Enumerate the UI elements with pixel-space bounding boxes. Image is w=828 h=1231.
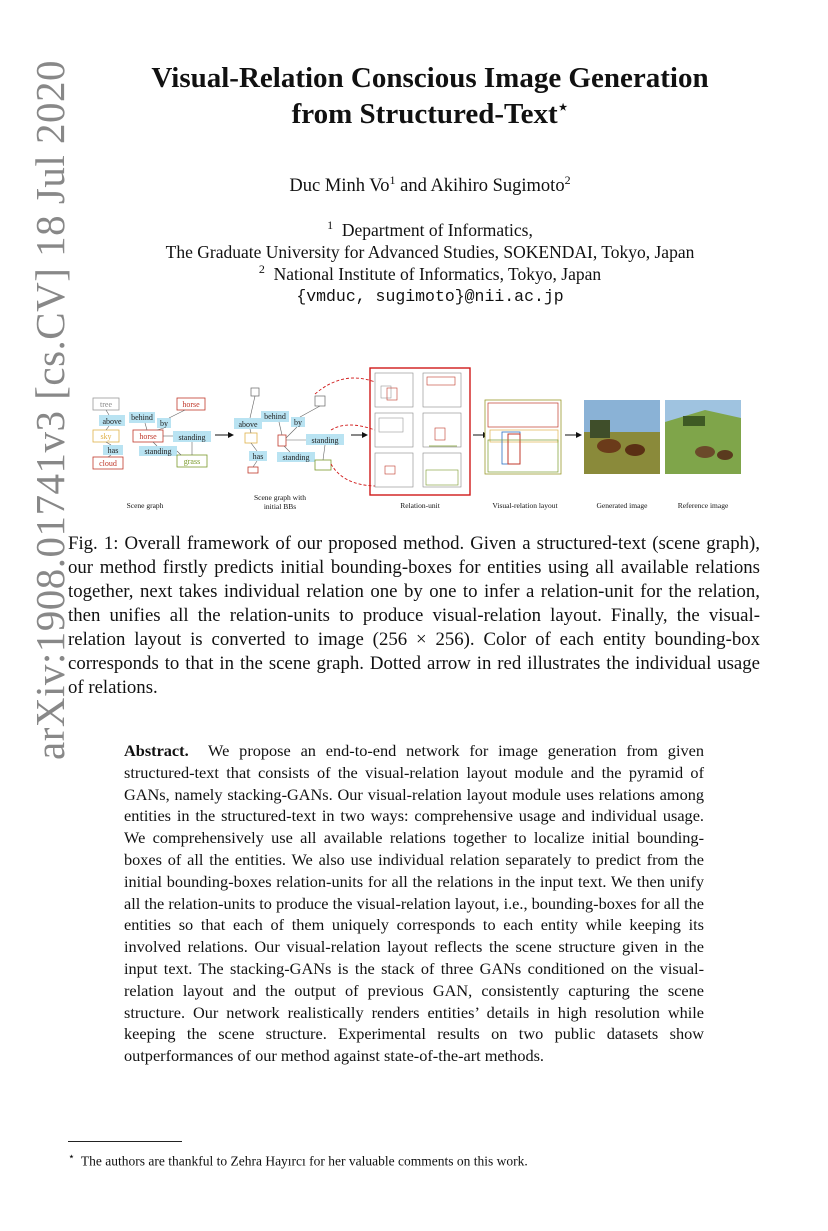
figure-1 <box>85 360 745 520</box>
rel-above-label: above <box>102 417 122 426</box>
layout-frame <box>485 400 561 474</box>
generated-image-tree <box>590 420 610 438</box>
footnote-rule <box>68 1141 182 1142</box>
generated-image <box>584 400 660 510</box>
arxiv-side-identifier: arXiv:1908.01741v3 [cs.CV] 18 Jul 2020 <box>27 59 73 761</box>
title-line-1: Visual-Relation Conscious Image Generation <box>151 62 709 94</box>
reference-image <box>665 400 741 510</box>
rel-by-label: by <box>160 419 168 428</box>
affiliation-mark: 1 <box>327 218 334 233</box>
init-rel-above-label: above <box>238 420 258 429</box>
relation-unit-panel <box>370 368 470 510</box>
bb-tree-icon <box>251 388 259 396</box>
label-scene-graph-bbs-1: Scene graph with <box>253 493 307 502</box>
paper-title <box>60 60 800 132</box>
caption-text: Overall framework of our proposed method. Given a structured-text (scene graph), our method firstly predicts initial bounding-boxes for entities using all available relations together, next takes individual relation one by one to infer a relation-unit for the relation, then unifies all the relation-units to produce visual-relation layout. Finally, the visual-relation layout is converted to image (256 × 256). Color of each entity bounding-box corresponds to that in the scene graph. Dotted arrow in red illustrates the individual usage of relations. <box>68 533 760 698</box>
bb-horse-top-icon <box>315 396 325 406</box>
scene-graph-panel <box>93 398 211 510</box>
reference-image-horse <box>717 450 733 460</box>
title-footnote-mark: ⋆ <box>557 97 569 117</box>
affiliation-2 <box>60 264 800 285</box>
generated-image-horse <box>597 439 621 453</box>
initial-bbs-panel <box>234 388 344 511</box>
arrow-4 <box>565 432 582 438</box>
bb-grass-icon <box>315 460 331 470</box>
node-grass-label: grass <box>183 457 201 466</box>
init-rel-standing-2-label: standing <box>282 453 310 462</box>
label-scene-graph-bbs-2: initial BBs <box>263 502 297 511</box>
label-reference-image: Reference image <box>677 501 729 510</box>
init-rel-by-label: by <box>294 418 302 427</box>
label-visual-relation-layout: Visual-relation layout <box>492 501 558 510</box>
label-generated-image: Generated image <box>596 501 648 510</box>
rel-behind-label: behind <box>131 413 153 422</box>
footnote-mark: ⋆ <box>68 1151 75 1163</box>
visual-relation-layout-panel <box>485 400 561 510</box>
author-connector: and <box>395 176 431 196</box>
bb-horse-icon <box>278 435 286 446</box>
init-rel-has-label: has <box>252 452 264 461</box>
relation-unit-cell <box>423 413 461 447</box>
rel-has-label: has <box>107 446 119 455</box>
bb-sky-icon <box>245 433 257 443</box>
author-email[interactable]: {vmduc, sugimoto}@nii.ac.jp <box>296 287 564 306</box>
affiliation-mark: 2 <box>258 262 265 277</box>
reference-image-trees <box>683 416 705 426</box>
caption-label: Fig. 1: <box>68 533 119 554</box>
author-affiliation-mark: 2 <box>564 172 571 187</box>
affiliation-text: National Institute of Informatics, Tokyo, Japan <box>273 264 602 284</box>
figure-caption <box>68 532 760 700</box>
arrow-1 <box>215 432 234 438</box>
generated-image-horse <box>625 444 645 456</box>
title-line-2 <box>60 96 800 132</box>
label-relation-unit: Relation-unit <box>400 501 440 510</box>
abstract-text: We propose an end-to-end network for image generation from given structured-text that consists of the visual-relation layout module and the pyramid of GANs, namely stacking-GANs. Our visual-relation layout module uses relations among entities in the structured-text in two ways: comprehensive usage and individual usage. We comprehensively use all available relations together to localize initial bounding-boxes of all the entities. We also use individual relation separately to predict from the initial bounding-boxes relation-units for all the relations in the input text. We then unify all the relation-units to produce the visual-relation layout, i.e., bounding-boxes for all the entities so that each of them uniquely corresponds to each entity while keeping its involved relations. Our visual-relation layout reflects the scene structure given in the input text. The stacking-GANs is the stack of three GANs conditioned on the visual-relation layout and the output of previous GAN, consistently capturing the scene structure. Our network realistically renders entities’ details in high resolution while keeping the scene structure. Experimental results on two public datasets show outperformances of our method against state-of-the-art methods. <box>124 741 704 1066</box>
author-affiliation-mark: 1 <box>389 172 396 187</box>
author-list <box>60 172 800 197</box>
node-horse-label: horse <box>139 432 157 441</box>
abstract <box>124 740 704 1067</box>
relation-unit-cell <box>375 453 413 487</box>
generated-image-grass <box>584 432 660 474</box>
bb-cloud-icon <box>248 467 258 473</box>
reference-image-horse <box>695 446 715 458</box>
title-line-2-text: from Structured-Text <box>291 98 558 130</box>
node-cloud-label: cloud <box>99 459 117 468</box>
footnote-text: The authors are thankful to Zehra Hayırcı for her valuable comments on this work. <box>80 1153 528 1169</box>
rel-standing-2-label: standing <box>144 447 172 456</box>
framework-diagram <box>85 360 745 520</box>
abstract-heading: Abstract. <box>124 741 189 760</box>
arrow-2 <box>351 432 368 438</box>
affiliation-1-line-1 <box>60 220 800 241</box>
init-rel-behind-label: behind <box>264 412 286 421</box>
author-name: Duc Minh Vo <box>289 176 390 196</box>
node-horse-top-label: horse <box>182 400 200 409</box>
author-name: Akihiro Sugimoto <box>430 176 565 196</box>
affiliation-text: Department of Informatics, <box>341 220 533 240</box>
footnote <box>68 1150 528 1170</box>
node-sky-label: sky <box>100 432 112 441</box>
node-tree-label: tree <box>100 400 112 409</box>
init-rel-standing-1-label: standing <box>311 436 339 445</box>
rel-standing-1-label: standing <box>178 433 206 442</box>
label-scene-graph: Scene graph <box>126 501 164 510</box>
affiliation-1-line-2: The Graduate University for Advanced Studies, SOKENDAI, Tokyo, Japan <box>165 242 695 262</box>
